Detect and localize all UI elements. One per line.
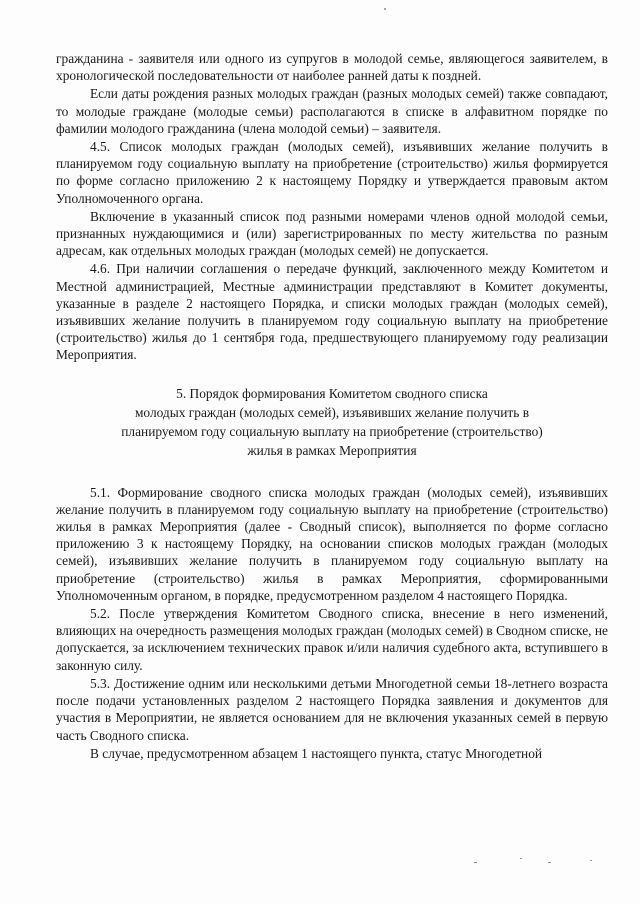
heading-line: 5. Порядок формирования Комитетом сводного списка xyxy=(176,385,488,401)
document-body xyxy=(56,50,608,763)
heading-line: планируемом году социальную выплату на приобретение (строительство) xyxy=(121,423,543,439)
paragraph-birthdates: Если даты рождения разных молодых граждан (разных молодых семей) также совпадают, то молодые граждане (молодые семьи) располагаются в списке в алфавитном порядке по фамилии молодого гражданина (члена молодой семьи) – заявителя. xyxy=(56,86,608,136)
heading-line: молодых граждан (молодых семей), изъявивших желание получить в xyxy=(134,404,530,420)
scan-speck xyxy=(520,858,522,859)
paragraph-inclusion: Включение в указанный список под разными номерами членов одной молодой семьи, признанных нуждающимися и (или) зарегистрированных по месту жительства по разным адресам, как отдельных молодых граждан (молодых семей) не допускается. xyxy=(56,208,608,259)
paragraph-5-2: 5.2. После утверждения Комитетом Сводного списка, внесение в него изменений, влияющих на очередность размещения молодых граждан (молодых семей) в Сводном списке, не допускается, за исключением технических правок и/или наличия судебного акта, вступившего в законную силу. xyxy=(56,606,608,673)
paragraph-4-5: 4.5. Список молодых граждан (молодых семей), изъявивших желание получить в планируемом году социальную выплату на приобретение (строительство) жилья формируется по форме согласно приложению 2 к настоящему Порядку и утверждается правовым актом Уполномоченного органа. xyxy=(56,139,608,206)
scan-speck xyxy=(384,8,386,10)
section-5-heading xyxy=(56,384,608,460)
paragraph-continuation: гражданина - заявителя или одного из супругов в молодой семье, являющегося заявителем, в хронологической последовательности от наиболее ранней даты к поздней. xyxy=(56,51,608,84)
paragraph-5-3: 5.3. Достижение одним или несколькими детьми Многодетной семьи 18-летнего возраста после подачи установленных разделом 2 настоящего Порядка заявления и документов для участия в Мероприятии, не является основанием для не включения указанных семей в первую часть Сводного списка. xyxy=(56,675,608,743)
heading-line: жилья в рамках Мероприятия xyxy=(247,442,417,458)
paragraph-5-1: 5.1. Формирование сводного списка молодых граждан (молодых семей), изъявивших желание получить в планируемом году социальную выплату на приобретение (строительство) жилья в рамках Мероприятия (далее - Сводный список), выполняется по форме согласно приложению 3 к настоящему Порядку, на основании списков молодых граждан (молодых семей), изъявивших желание получить в планируемом году социальную выплату на приобретение (строительство) жилья в рамках Мероприятия, сформированными Уполномоченным органом, в порядке, предусмотренном разделом 4 настоящего Порядка. xyxy=(56,484,608,603)
scan-speck xyxy=(590,860,592,861)
paragraph-4-6: 4.6. При наличии соглашения о передаче функций, заключенного между Комитетом и Местной администрацией, Местные администрации представляют в Комитет документы, указанные в разделе 2 настоящего Порядка, и списки молодых граждан (молодых семей), изъявивших желание получить в планируемом году социальную выплату на приобретение (строительство) жилья до 1 сентября года, предшествующего планируемому году реализации Мероприятия. xyxy=(56,261,608,363)
scan-speck xyxy=(548,862,551,863)
scan-speck xyxy=(474,862,477,863)
paragraph-last: В случае, предусмотренном абзацем 1 настоящего пункта, статус Многодетной xyxy=(90,745,543,761)
